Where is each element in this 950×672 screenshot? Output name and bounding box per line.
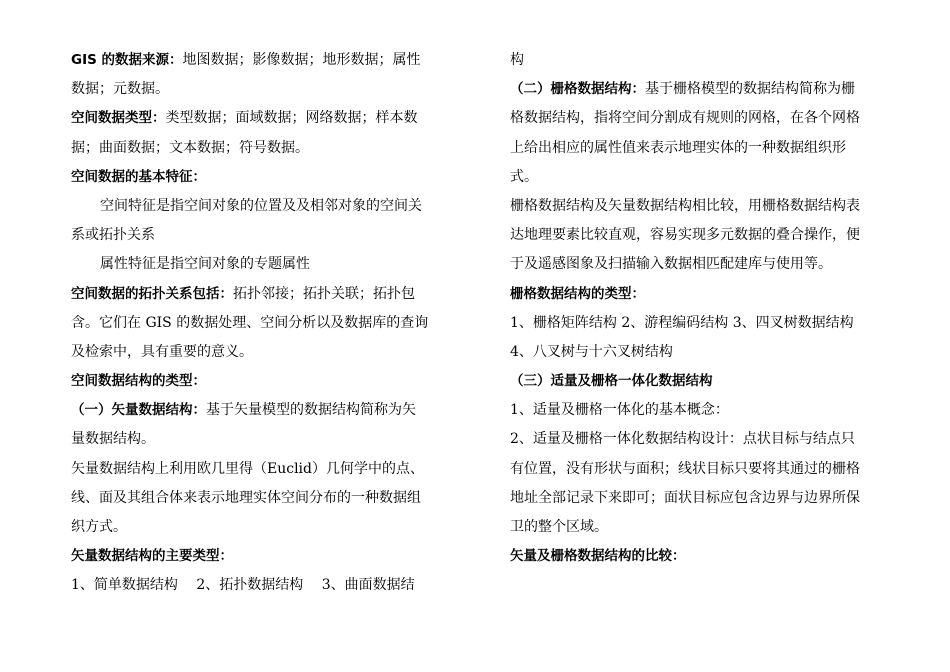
gis-source-label: GIS 的数据来源： [71, 52, 183, 68]
right-column [510, 46, 880, 571]
vector-types-line: 1、简单数据结构 2、拓扑数据结构 3、曲面数据结 [71, 577, 415, 594]
vector-structure-label: （一）矢量数据结构： [71, 402, 206, 419]
attribute-feature-line: 属性特征是指空间对象的专题属性 [100, 256, 310, 273]
raster-types-line-2: 4、八叉树与十六叉树结构 [510, 343, 673, 360]
vector-desc-line-1: 矢量数据结构上利用欧几里得（Euclid）几何学中的点、 [71, 460, 424, 477]
raster-structure-text: 基于栅格模型的数据结构简称为栅 [645, 81, 855, 98]
left-column [71, 46, 441, 601]
raster-line-3: 上给出相应的属性值来表示地理实体的一种数据组织形 [510, 139, 846, 156]
gis-source-text: 地图数据；影像数据；地形数据；属性 [182, 52, 421, 68]
integration-line-2d: 卫的整个区域。 [510, 519, 608, 535]
vector-structure-text: 基于矢量模型的数据结构简称为矢 [206, 402, 416, 419]
raster-structure-label: （二）栅格数据结构： [510, 81, 645, 98]
vector-structure-cont: 量数据结构。 [71, 431, 155, 448]
topology-line-2: 含。它们在 GIS 的数据处理、空间分析以及数据库的查询 [71, 314, 429, 331]
vector-desc-line-3: 织方式。 [71, 519, 127, 535]
comparison-heading: 矢量及栅格数据结构的比较： [510, 548, 686, 565]
gis-source-line [71, 46, 441, 75]
compare-line-1: 栅格数据结构及矢量数据结构相比较，用栅格数据结构表 [510, 197, 860, 214]
data-types-line [71, 104, 441, 133]
raster-line-2: 格数据结构，指将空间分割成有规则的网格，在各个网格 [510, 110, 860, 127]
topology-line-3: 及检索中，具有重要的意义。 [71, 343, 253, 360]
integration-line-2a: 2、适量及栅格一体化数据结构设计：点状目标与结点只 [510, 431, 855, 448]
basic-features-heading: 空间数据的基本特征： [71, 168, 206, 185]
topology-text: 拓扑邻接；拓扑关联；拓扑包 [233, 285, 415, 302]
vector-desc-line-2: 线、面及其组合体来表示地理实体空间分布的一种数据组 [71, 489, 421, 506]
raster-structure-line [510, 75, 880, 104]
integration-line-2b: 有位置，没有形状与面积；线状目标只要将其通过的栅格 [510, 460, 860, 477]
data-types-label: 空间数据类型： [71, 110, 166, 127]
spatial-feature-line: 空间特征是指空间对象的位置及及相邻对象的空间关 [100, 197, 422, 214]
compare-line-3: 于及遥感图象及扫描输入数据相匹配建库与使用等。 [510, 256, 832, 273]
raster-types-line-1: 1、栅格矩阵结构 2、游程编码结构 3、四叉树数据结构 [510, 314, 854, 331]
gis-source-cont: 数据；元数据。 [71, 81, 169, 98]
data-types-cont: 据；曲面数据；文本数据；符号数据。 [71, 139, 309, 156]
integration-heading: （三）适量及栅格一体化数据结构 [510, 373, 713, 390]
compare-line-2: 达地理要素比较直观，容易实现多元数据的叠合操作，便 [510, 227, 860, 244]
topology-label: 空间数据的拓扑关系包括： [71, 285, 233, 302]
raster-line-4: 式。 [510, 168, 538, 185]
raster-types-heading: 栅格数据结构的类型： [510, 285, 645, 302]
structure-types-heading: 空间数据结构的类型： [71, 373, 206, 390]
right-cont-top: 构 [510, 52, 524, 68]
data-types-text: 类型数据；面域数据；网络数据；样本数 [165, 110, 418, 127]
vector-types-heading: 矢量数据结构的主要类型： [71, 548, 233, 565]
integration-line-1: 1、适量及栅格一体化的基本概念： [510, 402, 729, 419]
vector-structure-line [71, 396, 441, 425]
spatial-feature-cont: 系或拓扑关系 [71, 227, 155, 244]
topology-line [71, 280, 441, 309]
integration-line-2c: 地址全部记录下来即可；面状目标应包含边界与边界所保 [510, 489, 860, 506]
